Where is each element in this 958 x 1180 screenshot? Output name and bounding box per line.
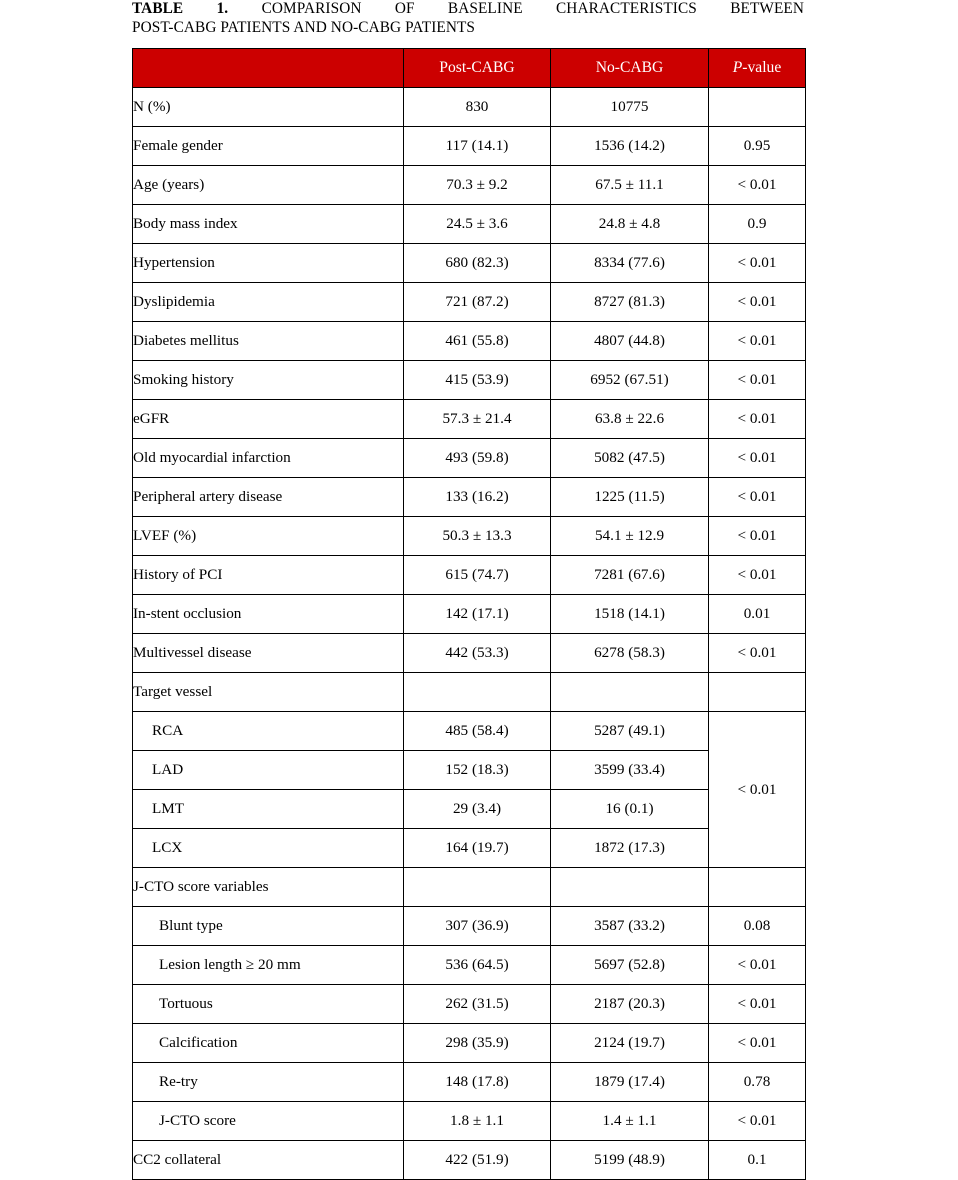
table-row xyxy=(133,829,806,868)
table-row xyxy=(133,985,806,1024)
cell-post-cabg: 117 (14.1) xyxy=(404,127,551,166)
cell-p-value: 0.78 xyxy=(709,1063,806,1102)
row-label: LMT xyxy=(133,790,404,829)
caption-line-1 xyxy=(132,0,804,18)
cell-p-value: < 0.01 xyxy=(709,244,806,283)
row-label: Old myocardial infarction xyxy=(133,439,404,478)
row-label: Dyslipidemia xyxy=(133,283,404,322)
caption-line-2: POST-CABG PATIENTS AND NO-CABG PATIENTS xyxy=(132,19,476,36)
cell-no-cabg: 1.4 ± 1.1 xyxy=(551,1102,709,1141)
table-header xyxy=(133,49,806,88)
cell-p-value: < 0.01 xyxy=(709,400,806,439)
table-row xyxy=(133,673,806,712)
cell-p-value: < 0.01 xyxy=(709,478,806,517)
row-label: Target vessel xyxy=(133,673,404,712)
cell-no-cabg: 1879 (17.4) xyxy=(551,1063,709,1102)
cell-no-cabg: 8727 (81.3) xyxy=(551,283,709,322)
row-label: Lesion length ≥ 20 mm xyxy=(133,946,404,985)
row-label: J-CTO score variables xyxy=(133,868,404,907)
cell-p-value: < 0.01 xyxy=(709,946,806,985)
caption-text-1: COMPARISON OF BASELINE CHARACTERISTICS BETWEEN xyxy=(261,0,804,17)
header-row xyxy=(133,49,806,88)
cell-no-cabg: 5199 (48.9) xyxy=(551,1141,709,1180)
cell-no-cabg: 67.5 ± 11.1 xyxy=(551,166,709,205)
table-row xyxy=(133,400,806,439)
cell-p-value: 0.01 xyxy=(709,595,806,634)
cell-post-cabg: 29 (3.4) xyxy=(404,790,551,829)
row-label: CC2 collateral xyxy=(133,1141,404,1180)
cell-p-value: < 0.01 xyxy=(709,439,806,478)
row-label: Body mass index xyxy=(133,205,404,244)
table-row xyxy=(133,244,806,283)
row-label: Hypertension xyxy=(133,244,404,283)
cell-post-cabg: 24.5 ± 3.6 xyxy=(404,205,551,244)
cell-post-cabg: 615 (74.7) xyxy=(404,556,551,595)
table-row xyxy=(133,1024,806,1063)
cell-post-cabg: 415 (53.9) xyxy=(404,361,551,400)
table-row xyxy=(133,1102,806,1141)
table-body xyxy=(133,88,806,1180)
cell-p-value xyxy=(709,868,806,907)
cell-p-value: < 0.01 xyxy=(709,985,806,1024)
cell-p-value: < 0.01 xyxy=(709,166,806,205)
table-row xyxy=(133,868,806,907)
cell-no-cabg: 5287 (49.1) xyxy=(551,712,709,751)
row-label: J-CTO score xyxy=(133,1102,404,1141)
cell-post-cabg: 422 (51.9) xyxy=(404,1141,551,1180)
cell-post-cabg: 1.8 ± 1.1 xyxy=(404,1102,551,1141)
cell-post-cabg: 148 (17.8) xyxy=(404,1063,551,1102)
table-row xyxy=(133,127,806,166)
cell-no-cabg: 7281 (67.6) xyxy=(551,556,709,595)
cell-post-cabg: 493 (59.8) xyxy=(404,439,551,478)
cell-no-cabg: 1536 (14.2) xyxy=(551,127,709,166)
table-row xyxy=(133,517,806,556)
cell-no-cabg: 6278 (58.3) xyxy=(551,634,709,673)
cell-no-cabg: 16 (0.1) xyxy=(551,790,709,829)
cell-no-cabg: 63.8 ± 22.6 xyxy=(551,400,709,439)
cell-post-cabg: 133 (16.2) xyxy=(404,478,551,517)
table-row xyxy=(133,946,806,985)
baseline-characteristics-table xyxy=(132,48,806,1180)
table-row xyxy=(133,907,806,946)
row-label: eGFR xyxy=(133,400,404,439)
cell-post-cabg: 485 (58.4) xyxy=(404,712,551,751)
header-cell-p-value xyxy=(709,49,806,88)
header-cell-post-cabg: Post-CABG xyxy=(404,49,551,88)
p-value-italic-p: P xyxy=(732,59,743,76)
cell-post-cabg: 680 (82.3) xyxy=(404,244,551,283)
cell-p-value: < 0.01 xyxy=(709,556,806,595)
cell-post-cabg: 442 (53.3) xyxy=(404,634,551,673)
cell-p-value xyxy=(709,88,806,127)
row-label: RCA xyxy=(133,712,404,751)
cell-no-cabg: 1225 (11.5) xyxy=(551,478,709,517)
table-row xyxy=(133,439,806,478)
table-row xyxy=(133,478,806,517)
cell-p-value: < 0.01 xyxy=(709,517,806,556)
cell-p-value: < 0.01 xyxy=(709,1024,806,1063)
cell-p-value xyxy=(709,673,806,712)
cell-post-cabg: 721 (87.2) xyxy=(404,283,551,322)
cell-p-value: 0.1 xyxy=(709,1141,806,1180)
table-row xyxy=(133,751,806,790)
cell-no-cabg: 24.8 ± 4.8 xyxy=(551,205,709,244)
table-caption xyxy=(132,0,804,37)
table-row xyxy=(133,790,806,829)
table-row xyxy=(133,556,806,595)
row-label: Peripheral artery disease xyxy=(133,478,404,517)
cell-post-cabg: 830 xyxy=(404,88,551,127)
cell-no-cabg: 10775 xyxy=(551,88,709,127)
cell-post-cabg: 307 (36.9) xyxy=(404,907,551,946)
cell-post-cabg: 70.3 ± 9.2 xyxy=(404,166,551,205)
row-label: In-stent occlusion xyxy=(133,595,404,634)
cell-p-value: 0.08 xyxy=(709,907,806,946)
row-label: Diabetes mellitus xyxy=(133,322,404,361)
cell-post-cabg xyxy=(404,673,551,712)
table-row xyxy=(133,1063,806,1102)
cell-post-cabg: 142 (17.1) xyxy=(404,595,551,634)
cell-no-cabg: 2187 (20.3) xyxy=(551,985,709,1024)
row-label: Age (years) xyxy=(133,166,404,205)
cell-post-cabg: 152 (18.3) xyxy=(404,751,551,790)
table-row xyxy=(133,361,806,400)
row-label: Multivessel disease xyxy=(133,634,404,673)
cell-post-cabg: 536 (64.5) xyxy=(404,946,551,985)
table-row xyxy=(133,712,806,751)
row-label: Tortuous xyxy=(133,985,404,1024)
cell-no-cabg: 5697 (52.8) xyxy=(551,946,709,985)
table-row xyxy=(133,88,806,127)
table-row xyxy=(133,595,806,634)
cell-no-cabg: 1518 (14.1) xyxy=(551,595,709,634)
row-label: LCX xyxy=(133,829,404,868)
row-label: LAD xyxy=(133,751,404,790)
cell-post-cabg: 262 (31.5) xyxy=(404,985,551,1024)
cell-no-cabg xyxy=(551,868,709,907)
row-label: Calcification xyxy=(133,1024,404,1063)
table-number: TABLE 1. xyxy=(132,0,229,17)
cell-p-value: 0.95 xyxy=(709,127,806,166)
cell-p-value: < 0.01 xyxy=(709,283,806,322)
table-row xyxy=(133,322,806,361)
cell-no-cabg: 1872 (17.3) xyxy=(551,829,709,868)
cell-no-cabg: 8334 (77.6) xyxy=(551,244,709,283)
cell-no-cabg xyxy=(551,673,709,712)
cell-p-value: < 0.01 xyxy=(709,361,806,400)
table-row xyxy=(133,283,806,322)
cell-post-cabg: 57.3 ± 21.4 xyxy=(404,400,551,439)
cell-post-cabg xyxy=(404,868,551,907)
cell-post-cabg: 164 (19.7) xyxy=(404,829,551,868)
cell-no-cabg: 2124 (19.7) xyxy=(551,1024,709,1063)
header-cell-label xyxy=(133,49,404,88)
row-label: LVEF (%) xyxy=(133,517,404,556)
table-row xyxy=(133,205,806,244)
cell-no-cabg: 6952 (67.51) xyxy=(551,361,709,400)
cell-no-cabg: 5082 (47.5) xyxy=(551,439,709,478)
row-label: History of PCI xyxy=(133,556,404,595)
row-label: Female gender xyxy=(133,127,404,166)
row-label: N (%) xyxy=(133,88,404,127)
cell-p-value: < 0.01 xyxy=(709,634,806,673)
cell-p-value: 0.9 xyxy=(709,205,806,244)
cell-post-cabg: 461 (55.8) xyxy=(404,322,551,361)
cell-p-value: < 0.01 xyxy=(709,322,806,361)
cell-p-value: < 0.01 xyxy=(709,1102,806,1141)
cell-post-cabg: 298 (35.9) xyxy=(404,1024,551,1063)
p-value-suffix: -value xyxy=(742,59,782,76)
row-label: Re-try xyxy=(133,1063,404,1102)
table-row xyxy=(133,634,806,673)
cell-no-cabg: 3599 (33.4) xyxy=(551,751,709,790)
cell-p-value: < 0.01 xyxy=(709,712,806,868)
cell-no-cabg: 54.1 ± 12.9 xyxy=(551,517,709,556)
cell-no-cabg: 3587 (33.2) xyxy=(551,907,709,946)
cell-no-cabg: 4807 (44.8) xyxy=(551,322,709,361)
table-row xyxy=(133,166,806,205)
table-row xyxy=(133,1141,806,1180)
row-label: Smoking history xyxy=(133,361,404,400)
cell-post-cabg: 50.3 ± 13.3 xyxy=(404,517,551,556)
row-label: Blunt type xyxy=(133,907,404,946)
header-cell-no-cabg: No-CABG xyxy=(551,49,709,88)
